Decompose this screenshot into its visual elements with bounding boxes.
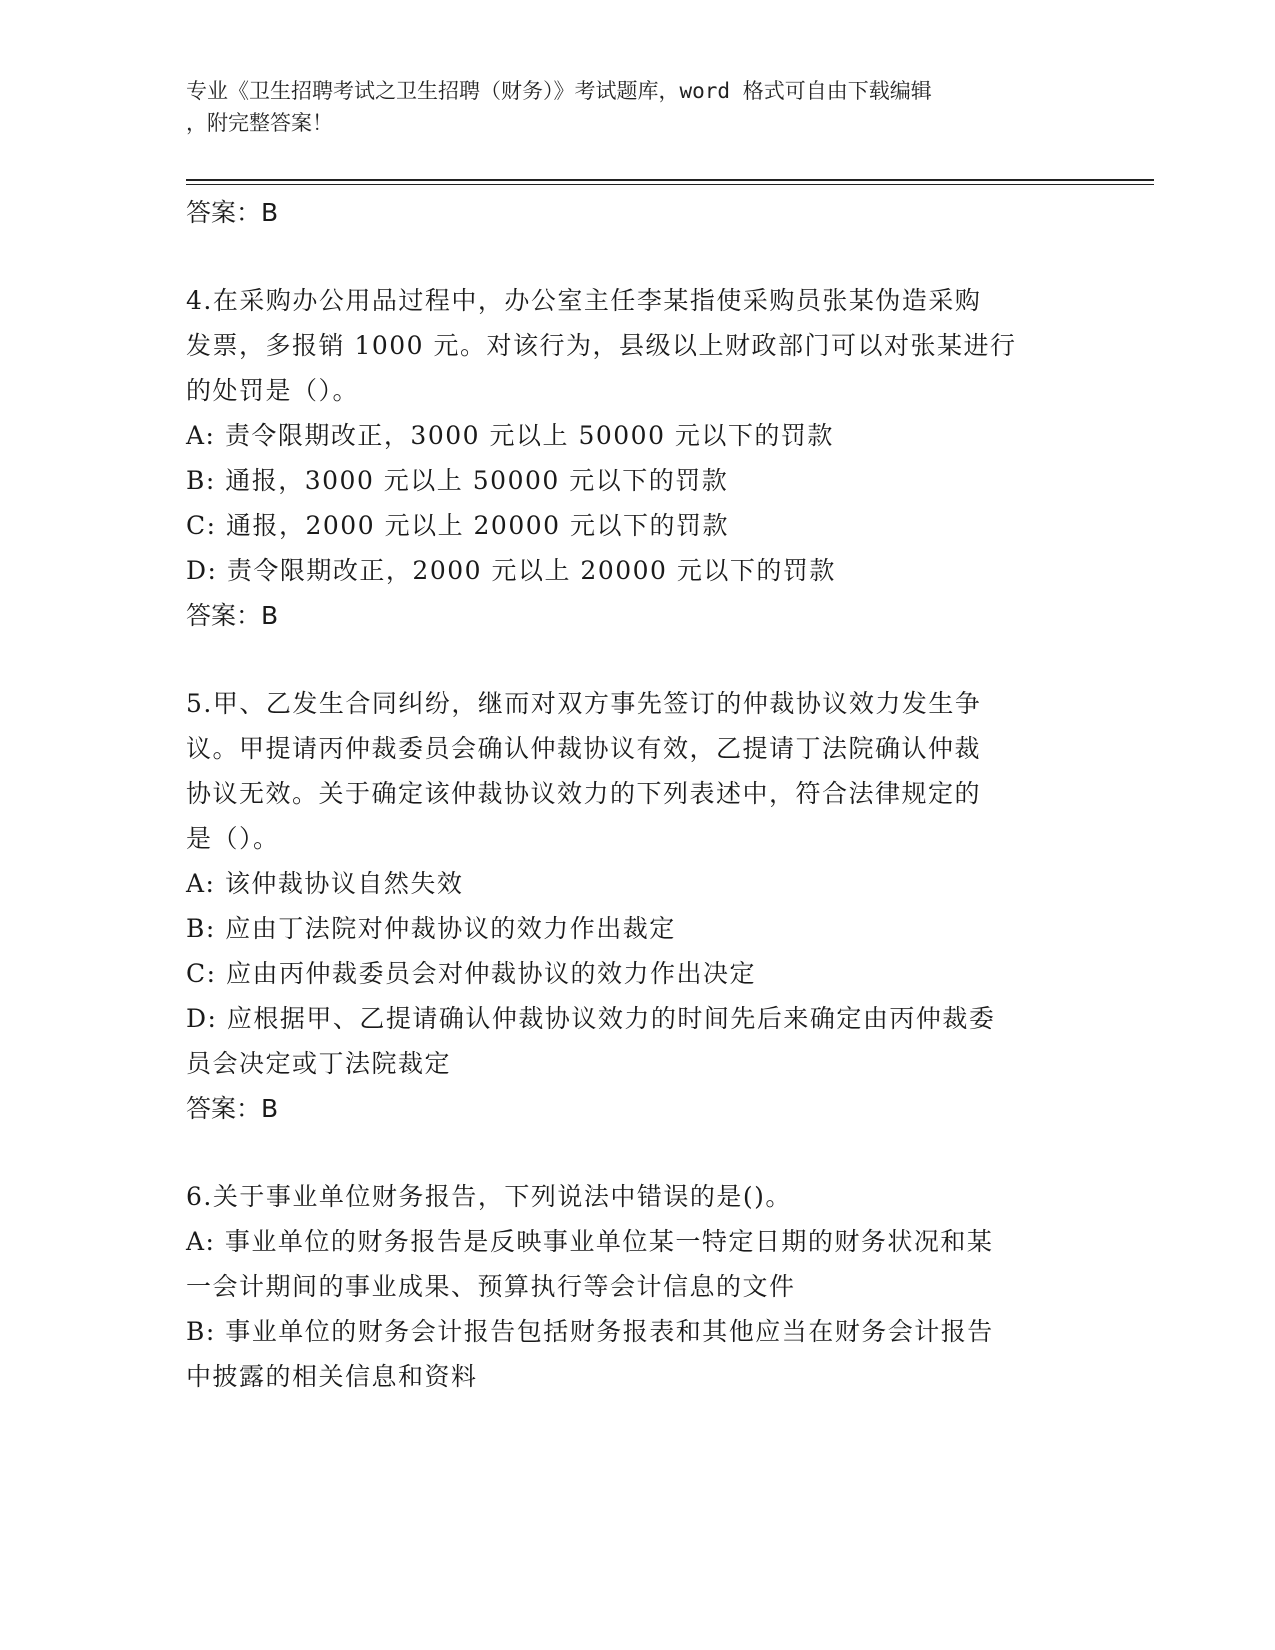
spacer: [186, 1131, 1086, 1174]
question-4-stem-line: 的处罚是（）。: [186, 376, 360, 405]
spacer: [186, 235, 1086, 278]
question-4-option-a: A: 责令限期改正，3000 元以上 50000 元以下的罚款: [186, 421, 834, 450]
question-content: [186, 190, 1086, 1399]
header-rule-thick: [186, 179, 1154, 181]
header-line-1: 专业《卫生招聘考试之卫生招聘（财务）》考试题库，word 格式可自由下载编辑: [186, 79, 932, 103]
question-5-stem-line: 5.甲、乙发生合同纠纷，继而对双方事先签订的仲裁协议效力发生争: [186, 689, 982, 718]
question-4-option-b: B: 通报，3000 元以上 50000 元以下的罚款: [186, 466, 729, 495]
header-rule-thin: [186, 184, 1154, 185]
question-6-option-b: B: 事业单位的财务会计报告包括财务报表和其他应当在财务会计报告: [186, 1317, 994, 1346]
question-6: [186, 1174, 1086, 1399]
question-4-answer: 答案：B: [186, 601, 279, 630]
question-6-option-a: A: 事业单位的财务报告是反映事业单位某一特定日期的财务状况和某: [186, 1227, 994, 1256]
question-5-stem-line: 协议无效。关于确定该仲裁协议效力的下列表述中，符合法律规定的: [186, 779, 982, 808]
question-5-option-d-continued: 员会决定或丁法院裁定: [186, 1049, 452, 1078]
question-6-stem-line: 6.关于事业单位财务报告，下列说法中错误的是()。: [186, 1182, 792, 1211]
page-header: [186, 75, 1066, 139]
question-5-option-c: C: 应由丙仲裁委员会对仲裁协议的效力作出决定: [186, 959, 756, 988]
question-4: [186, 278, 1086, 638]
question-5: [186, 681, 1086, 1131]
question-5-stem-line: 议。甲提请丙仲裁委员会确认仲裁协议有效，乙提请丁法院确认仲裁: [186, 734, 982, 763]
previous-answer: 答案：B: [186, 198, 279, 227]
spacer: [186, 638, 1086, 681]
question-5-option-a: A: 该仲裁协议自然失效: [186, 869, 464, 898]
header-line-2: ，附完整答案！: [186, 111, 333, 135]
question-5-answer: 答案：B: [186, 1094, 279, 1123]
question-4-option-d: D: 责令限期改正，2000 元以上 20000 元以下的罚款: [186, 556, 836, 585]
question-5-option-b: B: 应由丁法院对仲裁协议的效力作出裁定: [186, 914, 676, 943]
question-5-option-d: D: 应根据甲、乙提请确认仲裁协议效力的时间先后来确定由丙仲裁委: [186, 1004, 996, 1033]
question-4-stem-line: 发票，多报销 1000 元。对该行为，县级以上财政部门可以对张某进行: [186, 331, 1017, 360]
question-4-option-c: C: 通报，2000 元以上 20000 元以下的罚款: [186, 511, 729, 540]
question-4-stem-line: 4.在采购办公用品过程中，办公室主任李某指使采购员张某伪造采购: [186, 286, 982, 315]
question-5-stem-line: 是（）。: [186, 824, 280, 853]
question-6-option-a-continued: 一会计期间的事业成果、预算执行等会计信息的文件: [186, 1272, 796, 1301]
question-6-option-b-continued: 中披露的相关信息和资料: [186, 1362, 478, 1391]
